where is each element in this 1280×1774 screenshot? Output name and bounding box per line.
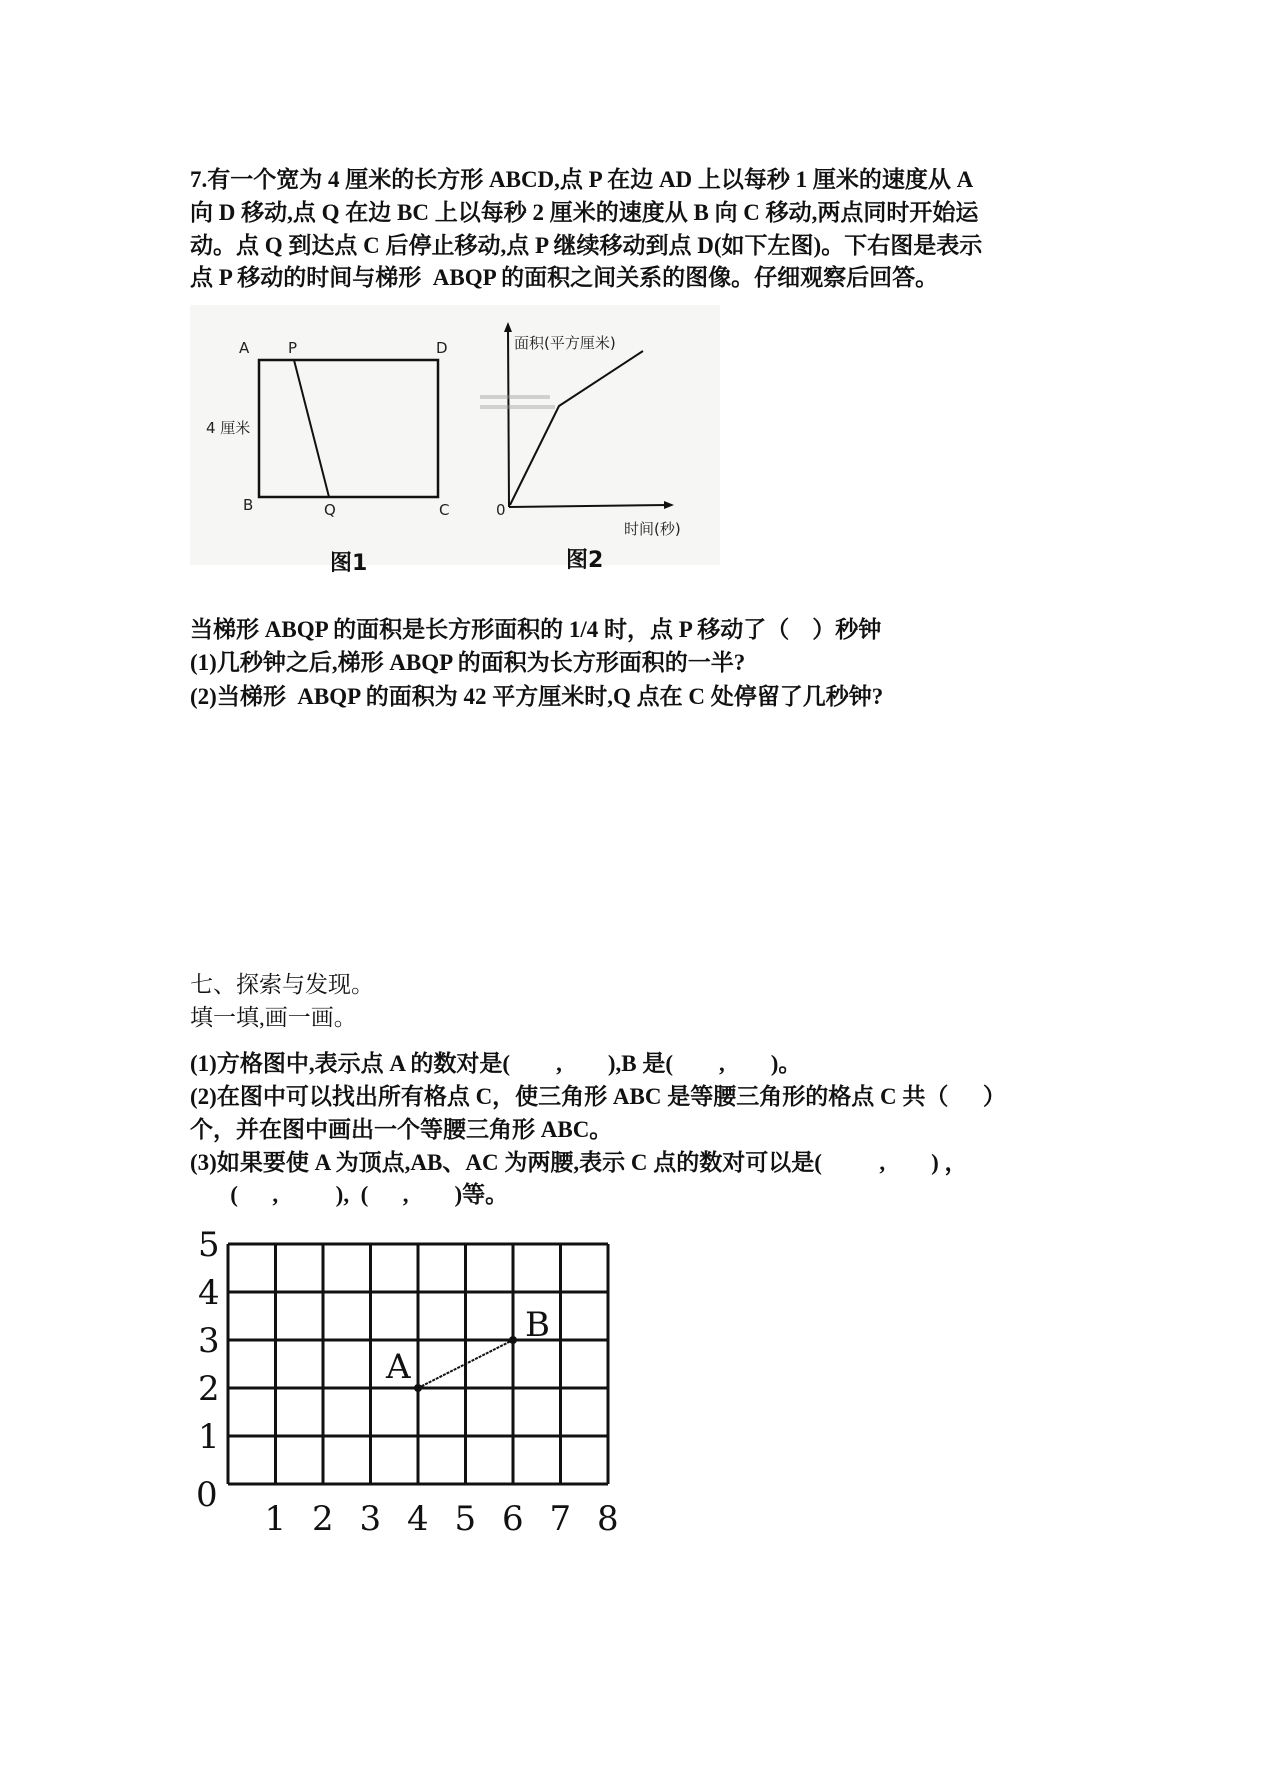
y-tick-label: 1 (198, 1417, 220, 1457)
blurred-mark (480, 405, 555, 409)
section-line-5: ( , ), ( , )等。 (190, 1182, 509, 1207)
section-line-4: (3)如果要使 A 为顶点,AB、AC 为两腰,表示 C 点的数对可以是( , ) ， (190, 1150, 968, 1175)
figure-1-rectangle (206, 339, 449, 576)
problem7-line-4: 点 P 移动的时间与梯形 ABQP 的面积之间关系的图像。仔细观察后回答。 (190, 265, 939, 290)
section-line-3: 个，并在图中画出一个等腰三角形 ABC。 (190, 1117, 613, 1142)
x-tick-label: 5 (454, 1499, 477, 1539)
point-label-B: B (525, 1305, 550, 1345)
problem7-line-1: 7.有一个宽为 4 厘米的长方形 ABCD,点 P 在边 AD 上以每秒 1 厘米的速度从 A (190, 167, 974, 192)
figure-1-caption: 图1 (330, 551, 368, 576)
label-B: B (243, 496, 254, 514)
y-axis-label: 面积(平方厘米) (514, 334, 616, 352)
label-width: 4 厘米 (206, 419, 251, 437)
blurred-mark (480, 395, 550, 399)
y-tick-label: 4 (198, 1273, 220, 1313)
x-tick-label: 2 (312, 1499, 334, 1539)
x-tick-label: 8 (597, 1499, 619, 1539)
label-P: P (288, 339, 298, 357)
figure-2-graph (480, 322, 681, 573)
point-label-A: A (386, 1347, 411, 1387)
section-subtitle: 填一填,画一画。 (190, 1005, 357, 1030)
x-axis-label: 时间(秒) (624, 520, 681, 538)
label-C: C (439, 501, 450, 519)
label-Q: Q (324, 501, 336, 519)
x-tick-label: 4 (407, 1499, 429, 1539)
label-D: D (436, 339, 448, 357)
figure-2-caption: 图2 (566, 548, 604, 573)
x-tick-label: 3 (359, 1499, 382, 1539)
y-tick-label: 3 (198, 1321, 220, 1361)
x-tick-label: 0 (196, 1475, 218, 1515)
point-A (414, 1384, 422, 1392)
section-line-2: (2)在图中可以找出所有格点 C，使三角形 ABC 是等腰三角形的格点 C 共（ ） (190, 1084, 1006, 1109)
question-quarter: 当梯形 ABQP 的面积是长方形面积的 1/4 时，点 P 移动了（ ）秒钟 (190, 617, 882, 642)
problem7-line-3: 动。点 Q 到达点 C 后停止移动,点 P 继续移动到点 D(如下左图)。下右图是表示 (190, 233, 983, 258)
origin-label: 0 (496, 501, 506, 519)
y-tick-label: 5 (198, 1225, 220, 1265)
section-title: 七、探索与发现。 (190, 972, 374, 997)
point-B (509, 1336, 517, 1344)
y-tick-label: 2 (198, 1369, 220, 1409)
coordinate-grid (0, 1200, 700, 1560)
label-A: A (239, 339, 250, 357)
x-tick-label: 1 (264, 1499, 287, 1539)
question-2: (2)当梯形 ABQP 的面积为 42 平方厘米时,Q 点在 C 处停留了几秒钟? (190, 684, 884, 709)
problem7-line-2: 向 D 移动,点 Q 在边 BC 上以每秒 2 厘米的速度从 B 向 C 移动,两点同时开始运 (190, 200, 979, 225)
problem7-figures (0, 0, 1280, 620)
x-tick-label: 6 (502, 1499, 524, 1539)
question-1: (1)几秒钟之后,梯形 ABQP 的面积为长方形面积的一半? (190, 650, 746, 675)
section-line-1: (1)方格图中,表示点 A 的数对是( , ),B 是( , )。 (190, 1051, 802, 1076)
x-tick-label: 7 (549, 1499, 572, 1539)
